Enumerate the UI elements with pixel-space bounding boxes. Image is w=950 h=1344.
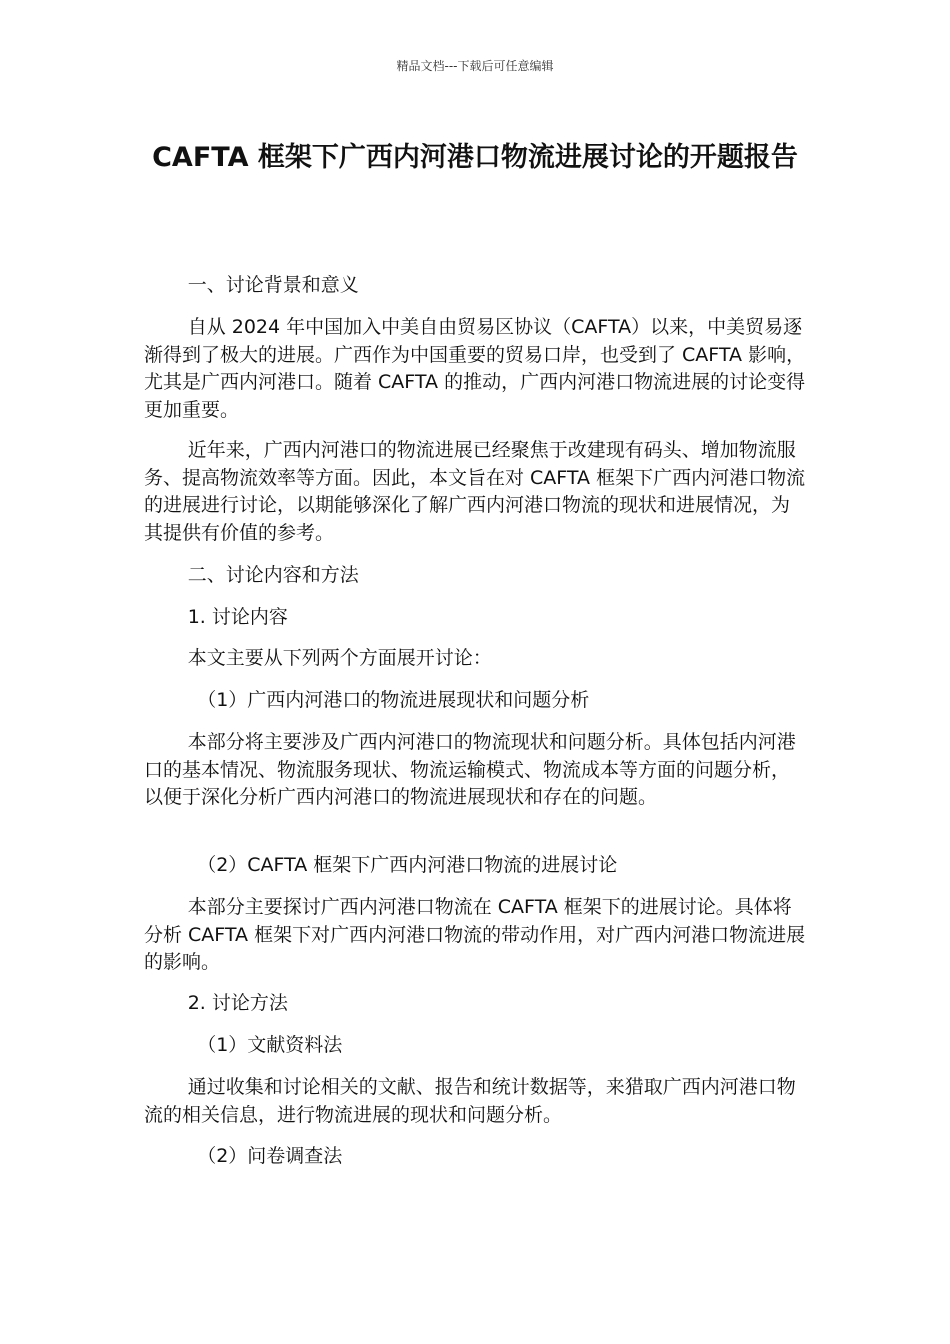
section-heading-content-method: 二、讨论内容和方法: [187, 564, 359, 586]
paragraph-background-1: 自从 2024 年中国加入中美自由贸易区协议（CAFTA）以来，中美贸易逐渐得到了极大的进展。广西作为中国重要的贸易口岸，也受到了 CAFTA 影响，尤其是广西内河港口。随着 CAFTA 的推动，广西内河港口物流进展的讨论变得更加重要。: [144, 316, 806, 421]
subheading-content: 1. 讨论内容: [187, 606, 288, 628]
paragraph-background-2: 近年来，广西内河港口的物流进展已经聚焦于改建现有码头、增加物流服务、提高物流效率等方面。因此，本文旨在对 CAFTA 框架下广西内河港口物流的进展进行讨论，以期能够深化了解广西内河港口物流的现状和进展情况，为其提供有价值的参考。: [144, 439, 806, 544]
paragraph-item-1: 本部分将主要涉及广西内河港口的物流现状和问题分析。具体包括内河港口的基本情况、物流服务现状、物流运输模式、物流成本等方面的问题分析，以便于深化分析广西内河港口的物流进展现状和存在的问题。: [144, 731, 796, 808]
subheading-method: 2. 讨论方法: [187, 992, 288, 1014]
paragraph-method-1: 通过收集和讨论相关的文献、报告和统计数据等，来猎取广西内河港口物流的相关信息，进行物流进展的现状和问题分析。: [144, 1076, 796, 1126]
subheading-item-2: （2）CAFTA 框架下广西内河港口物流的进展讨论: [197, 854, 618, 876]
document-title: CAFTA 框架下广西内河港口物流进展讨论的开题报告: [152, 142, 798, 173]
subheading-method-1: （1）文献资料法: [197, 1034, 343, 1056]
subheading-item-1: （1）广西内河港口的物流进展现状和问题分析: [197, 689, 590, 711]
paragraph-intro: 本文主要从下列两个方面展开讨论：: [187, 647, 492, 669]
subheading-method-2: （2）问卷调查法: [197, 1145, 343, 1167]
header-note: 精品文档---下载后可任意编辑: [396, 59, 554, 73]
paragraph-item-2: 本部分主要探讨广西内河港口物流在 CAFTA 框架下的进展讨论。具体将分析 CAFTA 框架下对广西内河港口物流的带动作用，对广西内河港口物流进展的影响。: [144, 896, 806, 973]
section-heading-background: 一、讨论背景和意义: [187, 274, 359, 296]
